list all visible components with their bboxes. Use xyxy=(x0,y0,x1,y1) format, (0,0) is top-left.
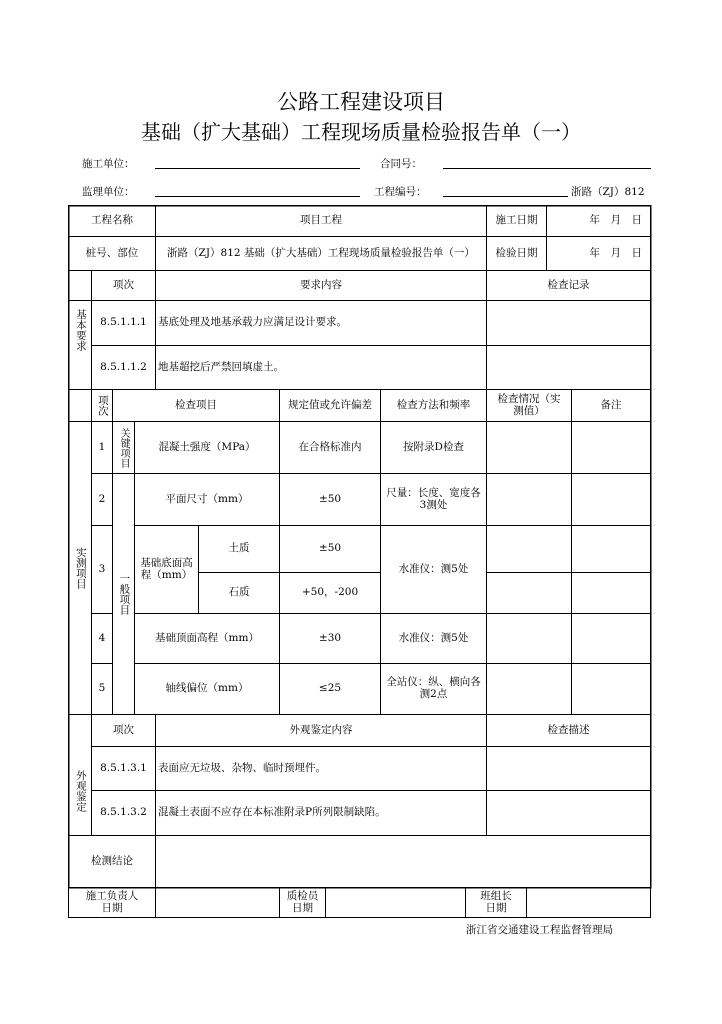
team-lead-block xyxy=(466,888,526,917)
basic-row-2-text: 地基超挖后严禁回填虚土。 xyxy=(158,360,284,373)
basic-row-1-text: 基底处理及地基承载力应满足设计要求。 xyxy=(158,316,347,329)
conclusion-label: 检测结论 xyxy=(91,854,133,867)
measured-row-2-spec: ±50 xyxy=(318,492,342,505)
measured-col-spec: 规定值或允许偏差 xyxy=(288,398,372,411)
measured-col-no: 项次 xyxy=(96,395,109,416)
appearance-section-label: 外观鉴定 xyxy=(74,770,87,812)
measured-row-5-item: 轴线偏位（mm） xyxy=(165,682,249,695)
measured-row-2-no: 2 xyxy=(98,492,106,505)
team-lead-date-label: 日期 xyxy=(485,901,507,914)
title-line-2: 基础（扩大基础）工程现场质量检验报告单（一） xyxy=(141,120,581,144)
measured-row-3-method: 水准仪：测5处 xyxy=(398,562,469,575)
basic-row-2-record[interactable] xyxy=(487,346,650,389)
measured-row-4-method: 水准仪：测5处 xyxy=(398,631,469,644)
contractor-field[interactable] xyxy=(155,168,360,169)
team-lead-label: 班组长 xyxy=(480,889,512,902)
construction-date-label: 施工日期 xyxy=(495,214,538,227)
project-name-label: 工程名称 xyxy=(91,214,133,227)
contractor-label: 施工单位： xyxy=(82,158,135,170)
construction-lead-block xyxy=(69,888,155,917)
measured-row-4-no: 4 xyxy=(98,631,106,644)
measured-col-method: 检查方法和频率 xyxy=(396,398,471,411)
basic-col-content: 要求内容 xyxy=(300,278,342,291)
appearance-row-1-text: 表面应无垃圾、杂物、临时预埋件。 xyxy=(158,761,326,774)
measured-row-3-no: 3 xyxy=(98,562,106,575)
measured-row-1-no: 1 xyxy=(98,440,106,453)
station-value[interactable]: 浙路（ZJ）812 基础（扩大基础）工程现场质量检验报告单（一） xyxy=(167,246,475,259)
appearance-row-2-code: 8.5.1.3.2 xyxy=(100,806,147,819)
measured-row-3-sub2: 石质 xyxy=(228,586,250,599)
measured-row-3-item: 基础底面高程（mm） xyxy=(140,556,193,581)
measured-row-5-result[interactable] xyxy=(487,664,571,714)
measured-col-result: 检查情况（实测值） xyxy=(497,392,561,417)
measured-row-3-result-2[interactable] xyxy=(487,573,571,613)
measured-row-4-spec: ±30 xyxy=(318,631,342,644)
measured-col-remark: 备注 xyxy=(600,398,622,411)
key-items-label: 关键项目 xyxy=(118,427,130,468)
appearance-row-2-text: 混凝土表面不应存在本标准附录P所列限制缺陷。 xyxy=(158,806,386,819)
supervisor-field[interactable] xyxy=(155,196,360,197)
appearance-col-item: 项次 xyxy=(113,723,134,736)
measured-row-3-sub1: 土质 xyxy=(228,542,250,555)
contract-no-field[interactable] xyxy=(443,168,651,169)
team-lead-sign[interactable] xyxy=(527,888,650,917)
measured-row-4-result[interactable] xyxy=(487,614,571,663)
measured-row-1-item: 混凝土强度（MPa） xyxy=(158,440,256,453)
contract-no-label: 合同号： xyxy=(380,158,422,170)
appearance-row-1-code: 8.5.1.3.1 xyxy=(100,761,147,774)
measured-row-2-method: 尺量：长度、宽度各3测处 xyxy=(386,486,481,511)
construction-lead-date-label: 日期 xyxy=(101,901,123,914)
basic-col-item: 项次 xyxy=(113,278,134,291)
project-name-value[interactable]: 项目工程 xyxy=(300,214,342,227)
appearance-col-content: 外观鉴定内容 xyxy=(289,723,353,736)
measured-row-5-method: 全站仪：纵、横向各测2点 xyxy=(386,676,481,700)
basic-row-2-code: 8.5.1.1.2 xyxy=(100,360,147,373)
measured-row-2-item: 平面尺寸（mm） xyxy=(165,492,249,505)
qc-inspector-block xyxy=(280,888,325,917)
measured-row-1-result[interactable] xyxy=(487,422,571,473)
measured-section-label: 实测项目 xyxy=(74,547,87,589)
basic-row-1-code: 8.5.1.1.1 xyxy=(100,316,147,329)
title-line-1: 公路工程建设项目 xyxy=(277,90,445,114)
construction-date-value[interactable]: 年 月 日 xyxy=(589,214,642,227)
conclusion-field[interactable] xyxy=(156,836,650,887)
construction-lead-label: 施工负责人 xyxy=(85,889,139,902)
form-code: 浙路（ZJ）812 xyxy=(571,186,645,198)
measured-row-5-spec: ≤25 xyxy=(318,682,342,695)
basic-section-label: 基本要求 xyxy=(74,309,87,351)
inspection-date-value[interactable]: 年 月 日 xyxy=(589,246,642,259)
measured-row-4-item: 基础顶面高程（mm） xyxy=(155,631,259,644)
issuer-footer: 浙江省交通建设工程监督管理局 xyxy=(466,924,613,936)
measured-row-2-result[interactable] xyxy=(487,474,571,525)
measured-row-3-spec2: +50，-200 xyxy=(301,586,359,599)
measured-row-3-result-1[interactable] xyxy=(487,526,571,572)
measured-row-5-no: 5 xyxy=(98,682,106,695)
qc-date-label: 日期 xyxy=(292,901,313,914)
construction-lead-sign[interactable] xyxy=(156,888,279,917)
appearance-row-1-desc[interactable] xyxy=(487,747,650,790)
qc-inspector-label: 质检员 xyxy=(286,889,319,902)
basic-col-record: 检查记录 xyxy=(547,278,590,291)
project-no-field[interactable] xyxy=(443,196,568,197)
general-items-label: 一般项目 xyxy=(118,573,131,615)
measured-col-item: 检查项目 xyxy=(175,398,217,411)
inspection-date-label: 检验日期 xyxy=(495,246,538,259)
appearance-col-desc: 检查描述 xyxy=(547,723,590,736)
measured-row-1-method: 按附录D检查 xyxy=(403,440,464,453)
supervisor-label: 监理单位： xyxy=(82,186,135,198)
appearance-row-2-desc[interactable] xyxy=(487,791,650,835)
measured-row-1-spec: 在合格标准内 xyxy=(298,440,362,453)
measured-row-3-spec1: ±50 xyxy=(318,542,342,555)
basic-row-1-record[interactable] xyxy=(487,301,650,345)
qc-inspector-sign[interactable] xyxy=(326,888,465,917)
project-no-label: 工程编号： xyxy=(374,186,427,198)
station-label: 桩号、部位 xyxy=(85,246,139,259)
